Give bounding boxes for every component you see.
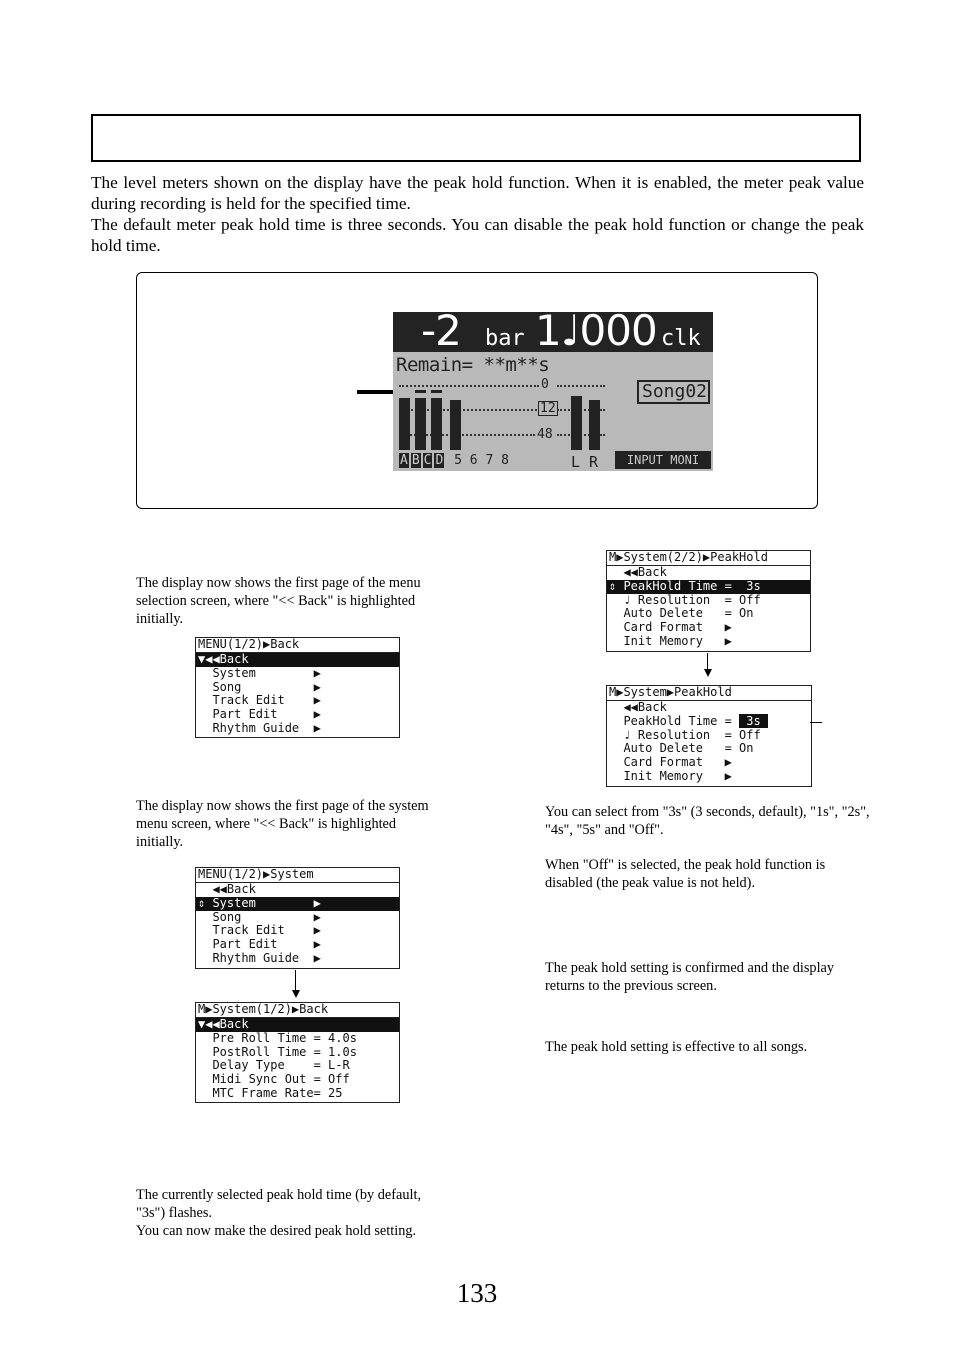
- menu-line: ▼◀◀Back: [196, 1018, 399, 1032]
- menu-line: MTC Frame Rate= 25: [198, 1085, 343, 1100]
- menu-line: ⇕ PeakHold Time = 3s: [607, 580, 810, 594]
- peakhold-screen-edit: [606, 685, 812, 787]
- step3-paragraph-2: You can now make the desired peak hold setting.: [136, 1223, 417, 1239]
- menu-line: Init Memory ▶: [609, 633, 732, 648]
- menu-line: Auto Delete = On: [609, 741, 754, 756]
- track-label-5: 5: [454, 453, 462, 468]
- scale-label-0: 0: [541, 377, 549, 392]
- intro-paragraph-1: The level meters shown on the display have the peak hold function. When it is enabled, the meter peak value during recording is held for the specified time.: [91, 173, 864, 213]
- scale-line-0-right: [557, 385, 605, 387]
- right-text-2: [545, 856, 870, 892]
- track-label-a: A: [400, 453, 408, 468]
- right-paragraph-4: The peak hold setting is effective to all songs.: [545, 1039, 808, 1055]
- menu-line: Auto Delete = On: [609, 606, 754, 621]
- scale-label-48: 48: [537, 427, 553, 442]
- menu-line: Pre Roll Time = 4.0s: [198, 1030, 357, 1045]
- menu-line: ◀◀Back: [609, 565, 667, 579]
- intro-paragraph-2: The default meter peak hold time is three seconds. You can disable the peak hold function or change the peak hold time.: [91, 215, 864, 255]
- right-text-1: [545, 803, 870, 839]
- bar-value: -2: [421, 312, 461, 355]
- menu-title: MENU(1/2)▶System: [196, 868, 399, 883]
- step2-paragraph: The display now shows the first page of the system menu screen, where "<< Back" is highlighted initially.: [136, 798, 429, 850]
- step1-text: [136, 574, 446, 628]
- menu-line: Song ▶: [198, 909, 321, 924]
- track-label-8: 8: [501, 453, 509, 468]
- menu-line: Track Edit ▶: [198, 923, 321, 938]
- system-screen-back: [195, 1002, 400, 1103]
- flow-arrow-head: [292, 990, 300, 998]
- menu-title: M▶System(1/2)▶Back: [196, 1003, 399, 1018]
- right-text-3: [545, 959, 870, 995]
- menu-line: System ▶: [198, 665, 321, 680]
- flow-arrow-line: [295, 970, 296, 991]
- menu-line: Midi Sync Out = Off: [198, 1072, 350, 1087]
- section-title-box: [91, 114, 861, 162]
- menu-line: Card Format ▶: [609, 755, 732, 770]
- right-text-4: [545, 1038, 870, 1056]
- menu-line: ◀◀Back: [609, 700, 667, 714]
- menu-line: Delay Type = L-R: [198, 1058, 350, 1073]
- track-label-c: C: [423, 453, 432, 468]
- right-paragraph-1: You can select from "3s" (3 seconds, default), "1s", "2s", "4s", "5s" and "Off".: [545, 804, 870, 838]
- peakhold-value: 3s: [739, 713, 768, 728]
- meter-d: [450, 400, 461, 450]
- menu-line: ⇕ System ▶: [196, 897, 399, 911]
- right-paragraph-3: The peak hold setting is confirmed and the display returns to the previous screen.: [545, 960, 835, 994]
- intro-text: [91, 172, 864, 256]
- input-moni-indicator: INPUT MONI: [615, 451, 711, 469]
- lcd-position-bar: [393, 312, 713, 355]
- menu-line: Rhythm Guide ▶: [198, 720, 321, 735]
- menu-line: Part Edit ▶: [198, 707, 321, 722]
- meter-l: [571, 396, 582, 450]
- peakhold-label: PeakHold Time =: [609, 713, 740, 728]
- menu-screen-back: [195, 637, 400, 738]
- step3-text: [136, 1186, 446, 1240]
- right-paragraph-2: When "Off" is selected, the peak hold function is disabled (the peak value is not held).: [545, 857, 826, 891]
- menu-line: Init Memory ▶: [609, 768, 732, 783]
- peak-hold-b: [415, 390, 426, 393]
- page-number: 133: [456, 1278, 498, 1308]
- flow-arrow-line: [707, 653, 708, 670]
- clock-value: 1♩000: [535, 312, 657, 355]
- menu-line: [607, 715, 811, 729]
- menu-screen-system: [195, 867, 400, 969]
- remain-text: Remain= **m**s: [396, 354, 550, 376]
- menu-title: MENU(1/2)▶Back: [196, 638, 399, 653]
- meter-r: [589, 400, 600, 450]
- step1-paragraph: The display now shows the first page of the menu selection screen, where "<< Back" is highlighted initially.: [136, 575, 421, 627]
- meter-a: [399, 398, 410, 450]
- menu-line: ♩ Resolution = Off: [609, 727, 761, 742]
- menu-line: ♩ Resolution = Off: [609, 592, 761, 607]
- menu-line: Song ▶: [198, 679, 321, 694]
- value-pointer-line: [810, 722, 822, 723]
- scale-label-12: 12: [540, 401, 556, 416]
- flow-arrow-head: [704, 669, 712, 677]
- menu-line: Track Edit ▶: [198, 693, 321, 708]
- step2-text: [136, 797, 446, 851]
- track-label-d: D: [435, 453, 444, 468]
- scale-line-0-left: [399, 385, 539, 387]
- meter-c: [431, 398, 442, 450]
- clock-unit: clk: [661, 326, 701, 351]
- meter-b: [415, 398, 426, 450]
- peakhold-screen-select: [606, 550, 811, 652]
- menu-line: Rhythm Guide ▶: [198, 950, 321, 965]
- menu-title: M▶System(2/2)▶PeakHold: [607, 551, 810, 566]
- menu-line: ◀◀Back: [198, 882, 256, 896]
- menu-line: ▼◀◀Back: [196, 653, 399, 667]
- lr-label: L R: [571, 453, 599, 471]
- track-label-b: B: [411, 453, 420, 468]
- track-label-7: 7: [485, 453, 494, 468]
- peak-hold-c: [431, 390, 442, 393]
- menu-title: M▶System▶PeakHold: [607, 686, 811, 701]
- step3-paragraph-1: The currently selected peak hold time (by default, "3s") flashes.: [136, 1187, 422, 1221]
- track-label-row: [399, 453, 509, 468]
- main-lcd-display: [393, 312, 713, 471]
- bar-unit: bar: [485, 326, 525, 351]
- track-label-6: 6: [469, 453, 478, 468]
- menu-line: Part Edit ▶: [198, 937, 321, 952]
- menu-line: PostRoll Time = 1.0s: [198, 1044, 357, 1059]
- menu-line: Card Format ▶: [609, 620, 732, 635]
- song-indicator: Song02: [637, 380, 710, 404]
